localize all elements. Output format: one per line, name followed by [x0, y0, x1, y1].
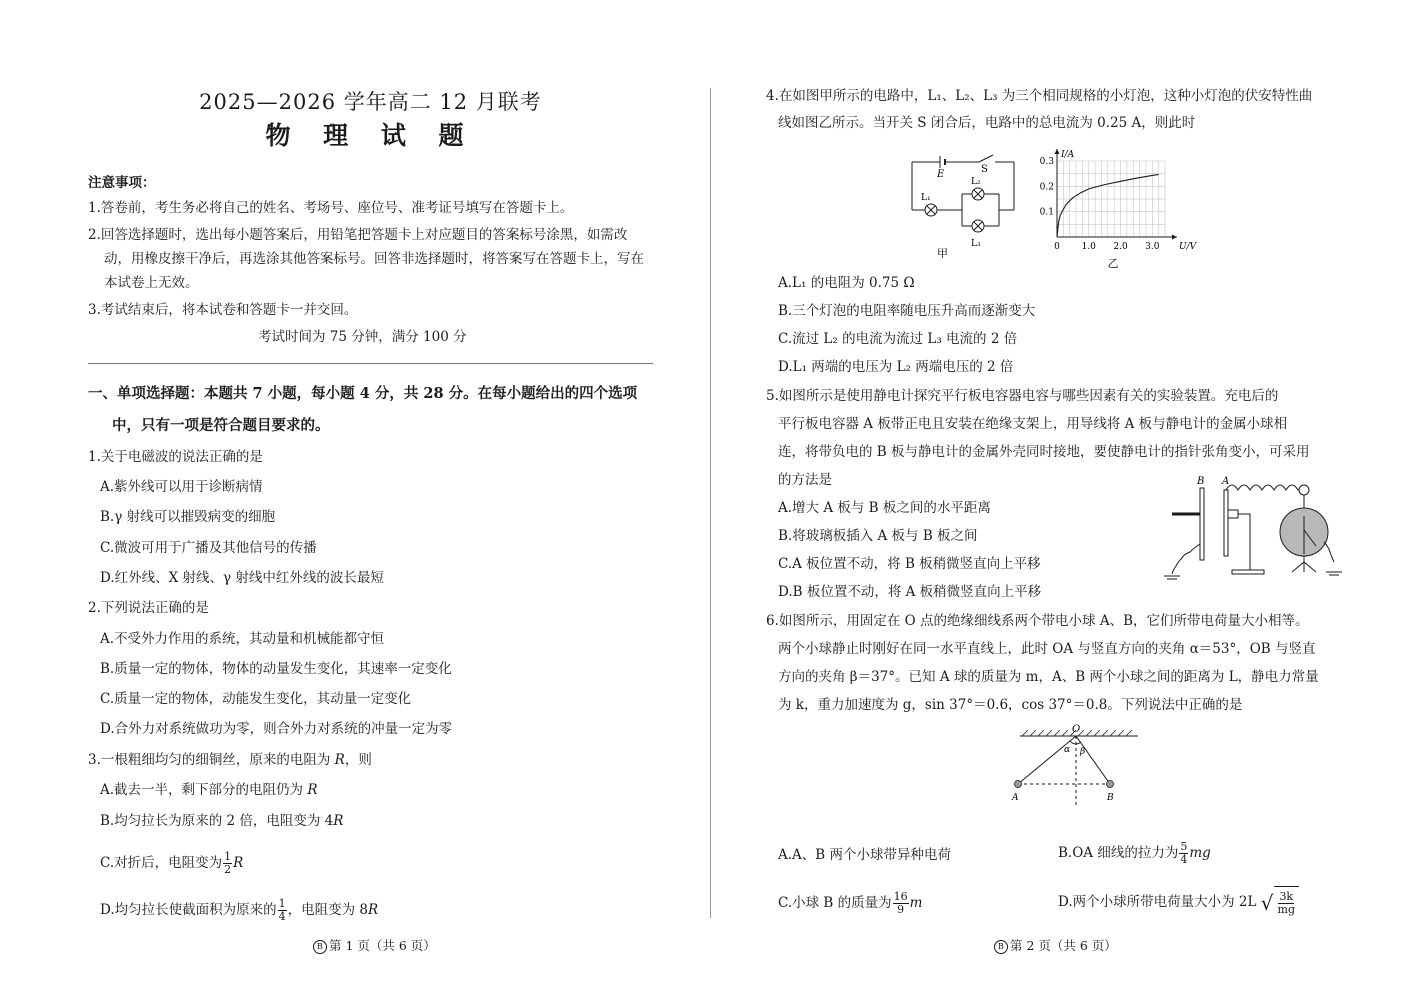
section1-heading-line1: 一、单项选择题：本题共 7 小题，每小题 4 分，共 28 分。在每小题给出的四个选项 [88, 385, 638, 402]
battery-label: E [937, 169, 945, 180]
q5-option-b: B.将玻璃板插入 A 板与 B 板之间 [778, 528, 978, 544]
q6-stem-line4: 为 k，重力加速度为 g，sin 37°＝0.6，cos 37°＝0.8。下列说法中正确的是 [778, 697, 1243, 713]
y-tick-label: 0.2 [1039, 182, 1054, 193]
q4-option-b: B.三个灯泡的电阻率随电压升高而逐渐变大 [778, 303, 1036, 319]
q5-stem-line4: 的方法是 [778, 472, 832, 488]
q4-option-c: C.流过 L₂ 的电流为流过 L₃ 电流的 2 倍 [778, 331, 1018, 347]
fraction: $\frac{1}{4}$ [278, 897, 286, 923]
subject-title: 物 理 试 题 [265, 121, 476, 150]
q4-option-a: A.L₁ 的电阻为 0.75 Ω [778, 275, 915, 291]
page-footer-right: B 第 2 页（共 6 页） [994, 936, 1117, 954]
ball-b-label: B [1107, 793, 1114, 803]
x-axis-label: U/V [1179, 242, 1197, 252]
paper-version-mark: B [994, 940, 1008, 954]
q6-option-d: D.两个小球所带电荷量大小为 2L √ $\frac{3k}{mg}$ [1058, 886, 1299, 919]
q3-option-c: C.对折后，电阻变为 $\frac{1}{2}$ R [100, 850, 244, 876]
q3-stem: 3.一根粗细均匀的细铜丝，原来的电阻为 R，则 [88, 752, 372, 768]
q6-stem-line3: 方向的夹角 β＝37°。已知 A 球的质量为 m，A、B 两个小球之间的距离为 L，静电力常量 [778, 669, 1319, 685]
q6-option-a: A.A、B 两个小球带异种电荷 [778, 847, 952, 863]
figure-jia-caption: 甲 [937, 247, 948, 260]
plate-a-label: A [1222, 476, 1230, 487]
q1-option-a: A.紫外线可以用于诊断病情 [100, 479, 263, 495]
q2-option-b: B.质量一定的物体，物体的动量发生变化，其速率一定变化 [100, 661, 452, 677]
q2-stem: 2.下列说法正确的是 [88, 600, 209, 616]
notice-line-5: 3.考试结束后，将本试卷和答题卡一并交回。 [88, 302, 358, 318]
q5-stem-line3: 连，将带负电的 B 板与静电计的金属外壳同时接地，要使静电计的指针张角变小，可采用 [778, 444, 1310, 460]
q6-option-b: B.OA 细线的拉力为 $\frac{5}{4}$ mg [1058, 840, 1211, 866]
l3-label: L₃ [971, 239, 981, 249]
q5-stem-line2: 平行板电容器 A 板带正电且安装在绝缘支架上，用导线将 A 板与静电计的金属小球相 [778, 416, 1288, 432]
circuit-diagram [907, 150, 1027, 260]
q1-option-c: C.微波可用于广播及其他信号的传播 [100, 540, 317, 556]
q1-stem: 1.关于电磁波的说法正确的是 [88, 449, 263, 465]
notice-heading: 注意事项： [88, 175, 156, 191]
q1-option-d: D.红外线、X 射线、γ 射线中红外线的波长最短 [100, 570, 384, 586]
exam-title: 2025—2026 学年高二 12 月联考 [199, 90, 542, 114]
fraction: $\frac{5}{4}$ [1180, 840, 1188, 866]
q4-option-d: D.L₁ 两端的电压为 L₂ 两端电压的 2 倍 [778, 359, 1014, 375]
fraction: $\frac{1}{2}$ [224, 850, 232, 876]
page-divider [710, 88, 711, 918]
two-ball-pendulum-diagram [992, 722, 1142, 822]
q3-option-b: B.均匀拉长为原来的 2 倍，电阻变为 4R [100, 813, 344, 829]
q2-option-c: C.质量一定的物体，动能发生变化，其动量一定变化 [100, 691, 412, 707]
angle-alpha-label: α [1064, 745, 1071, 755]
lamp-l3 [972, 220, 984, 232]
y-axis-label: I/A [1061, 150, 1075, 160]
l1-label: L₁ [921, 193, 931, 203]
q4-stem-line1: 4.在如图甲所示的电路中，L₁、L₂、L₃ 为三个相同规格的小灯泡，这种小灯泡的伏安特性曲 [766, 88, 1313, 104]
x-axis-arrow [1172, 235, 1177, 240]
switch-label: S [981, 164, 988, 175]
paper-version-mark: B [313, 940, 327, 954]
q5-option-d: D.B 板位置不动，将 A 板稍微竖直向上平移 [778, 584, 1042, 600]
q3-option-d: D.均匀拉长使截面积为原来的 $\frac{1}{4}$ ，电阻变为 8R [100, 897, 379, 923]
point-o-label: O [1072, 724, 1081, 735]
ball-a [1015, 781, 1022, 788]
q2-option-a: A.不受外力作用的系统，其动量和机械能都守恒 [100, 631, 385, 647]
notice-line-2: 2.回答选择题时，选出每小题答案后，用铅笔把答题卡上对应题目的答案标号涂黑，如需改 [88, 227, 628, 243]
q6-option-c: C.小球 B 的质量为 $\frac{16}{9}$ m [778, 890, 923, 916]
left-page [0, 0, 710, 1006]
y-tick-label: 0.1 [1039, 207, 1054, 218]
fraction: $\frac{16}{9}$ [893, 890, 908, 916]
figure-yi-caption: 乙 [1107, 257, 1119, 270]
ball-a-label: A [1012, 793, 1019, 803]
right-page [712, 0, 1421, 1006]
q1-option-b: B.γ 射线可以摧毁病变的细胞 [100, 509, 276, 525]
x-tick-label: 0 [1054, 242, 1060, 252]
notice-line-4: 本试卷上无效。 [104, 275, 199, 291]
notice-line-3: 动，用橡皮擦干净后，再选涂其他答案标号。回答非选择题时，将答案写在答题卡上，写在 [104, 251, 644, 267]
notice-line-1: 1.答卷前，考生务必将自己的姓名、考场号、座位号、准考证号填写在答题卡上。 [88, 200, 574, 216]
q6-stem-line2: 两个小球静止时刚好在同一水平直线上，此时 OA 与竖直方向的夹角 α＝53°，OB 与竖直 [778, 641, 1316, 657]
section-divider [88, 363, 653, 364]
x-tick-label: 1.0 [1081, 242, 1096, 252]
page-footer-left: B 第 1 页（共 6 页） [313, 936, 436, 954]
section1-heading-line2: 中，只有一项是符合题目要求的。 [112, 417, 330, 434]
q2-option-d: D.合外力对系统做功为零，则合外力对系统的冲量一定为零 [100, 721, 453, 737]
y-tick-label: 0.3 [1039, 157, 1054, 167]
q5-option-a: A.增大 A 板与 B 板之间的水平距离 [778, 500, 991, 516]
q6-stem-line1: 6.如图所示，用固定在 O 点的绝缘细线系两个带电小球 A、B，它们所带电荷量大小相等。 [766, 613, 1309, 629]
x-tick-label: 3.0 [1145, 242, 1160, 252]
l2-label: L₂ [971, 177, 981, 187]
angle-beta-label: β [1080, 747, 1086, 757]
lamp-l1 [925, 204, 937, 216]
lamp-l2 [972, 188, 984, 200]
electrometer-diagram [1164, 474, 1344, 584]
q4-stem-line2: 线如图乙所示。当开关 S 闭合后，电路中的总电流为 0.25 A，则此时 [778, 115, 1196, 131]
iv-characteristic-chart [1039, 144, 1209, 269]
q3-option-a: A.截去一半，剩下部分的电阻仍为 R [100, 782, 318, 798]
x-tick-label: 2.0 [1113, 242, 1128, 252]
plate-b-label: B [1197, 476, 1205, 487]
q5-stem-line1: 5.如图所示是使用静电计探究平行板电容器电容与哪些因素有关的实验装置。充电后的 [766, 388, 1279, 404]
exam-time: 考试时间为 75 分钟，满分 100 分 [258, 329, 467, 345]
y-axis-arrow [1055, 149, 1060, 154]
square-root: √ $\frac{3k}{mg}$ [1261, 886, 1299, 919]
ball-b [1107, 781, 1114, 788]
q5-option-c: C.A 板位置不动，将 B 板稍微竖直向上平移 [778, 556, 1041, 572]
